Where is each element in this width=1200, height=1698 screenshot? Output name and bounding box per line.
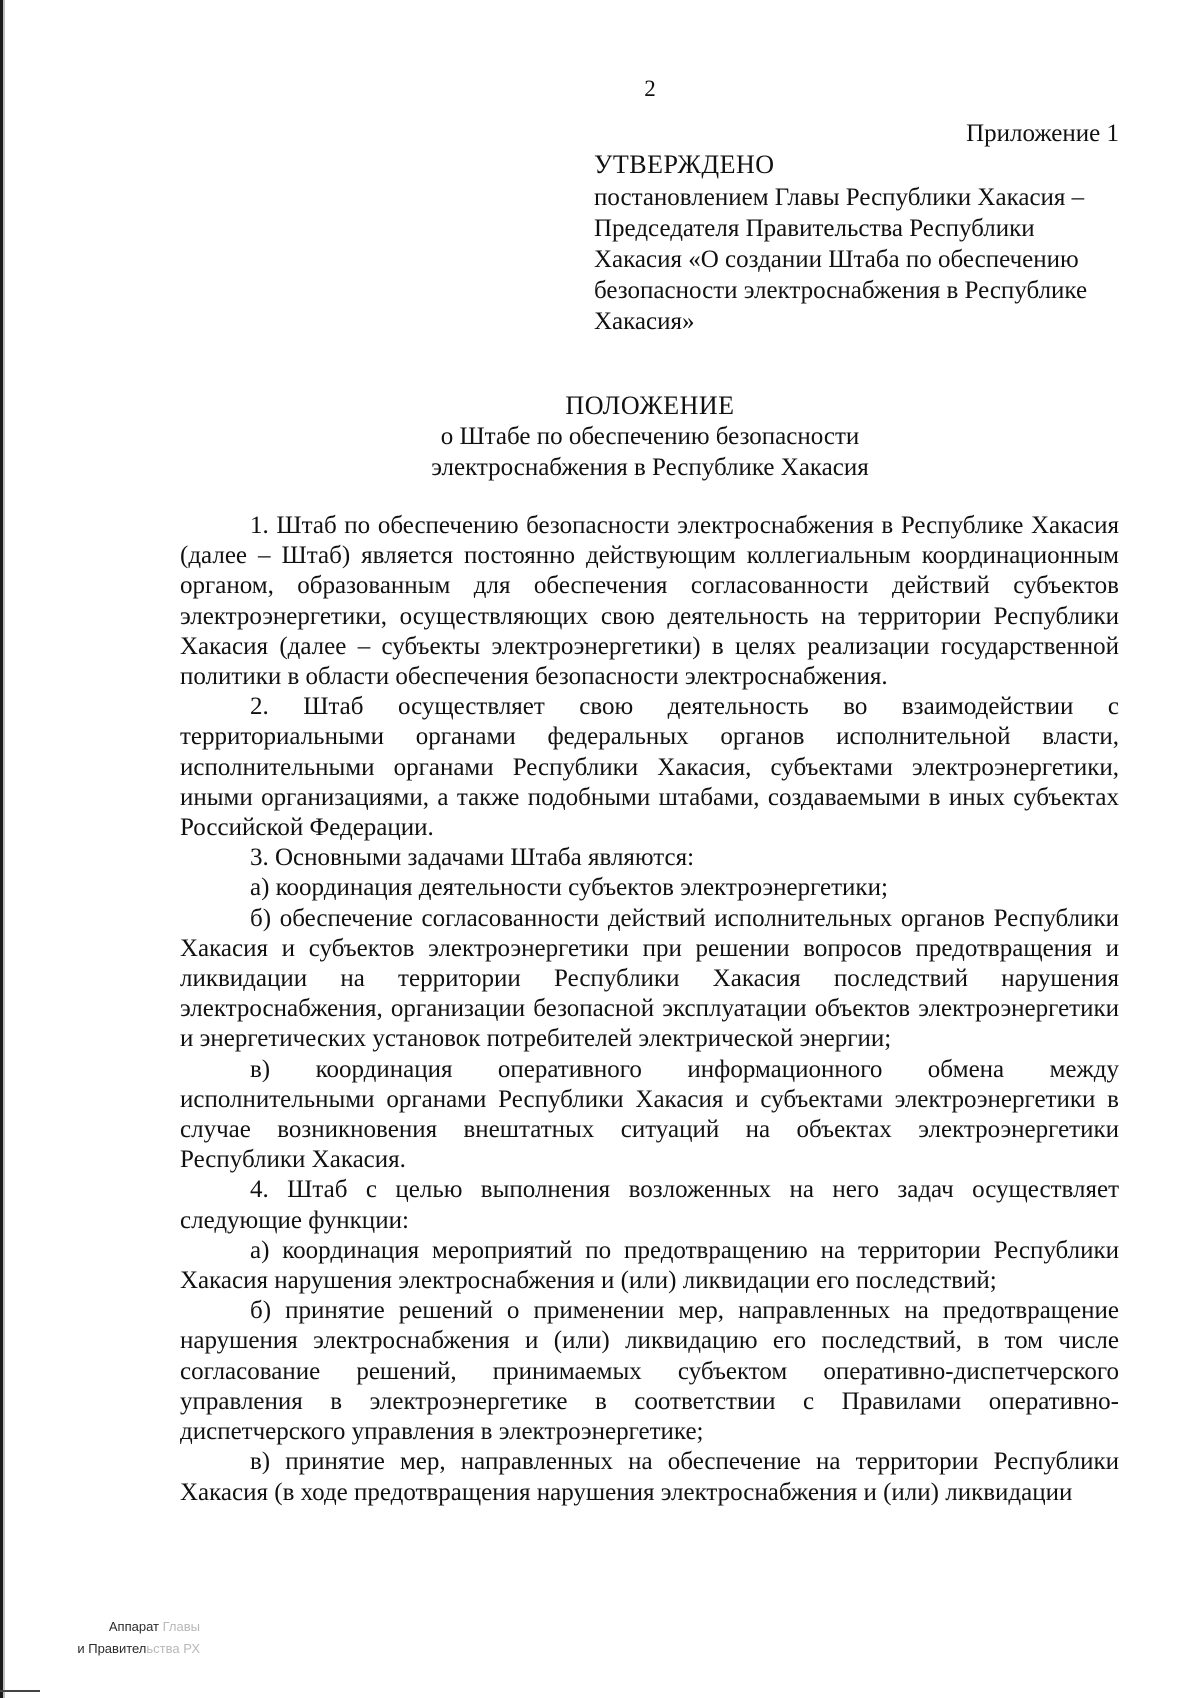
paragraph: б) обеспечение согласованности действий исполнительных органов Республики Хакасия и субъектов электроэнергетики при решении вопросов предотвращения и ликвидации на территории Республики Хакасия последствий нарушения электроснабжения, организации безопасной эксплуатации объектов электроэнергетики и энергетических установок потребителей электрической энергии; [180,904,1119,1053]
page-number: 2 [644,76,656,101]
document-subtitle-line: электроснабжения в Республике Хакасия [431,454,869,481]
approval-heading: УТВЕРЖДЕНО [594,150,775,179]
paragraph: б) принятие решений о применении мер, направленных на предотвращение нарушения электроснабжения и (или) ликвидацию его последствий, в том числе согласование решений, принимаемых субъектом оперативно-диспетчерского управления в электроэнергетике в соответствии с Правилами оперативно-диспетчерского управления в электроэнергетике; [180,1297,1119,1446]
stamp-text: и Правител [77,1641,147,1656]
approval-line: Хакасия «О создании Штаба по обеспечению [594,246,1079,273]
approval-line: безопасности электроснабжения в Республике [594,277,1088,304]
stamp-text: Аппарат [108,1619,159,1634]
paragraph: 2. Штаб осуществляет свою деятельность во взаимодействии с территориальными органами федеральных органов исполнительной власти, исполнительными органами Республики Хакасия, субъектами электроэнергетики, иными организациями, а также подобными штабами, создаваемыми в иных субъектах Российской Федерации. [180,693,1119,842]
scan-bottom-mark [0,1690,40,1692]
paragraph: 4. Штаб с целью выполнения возложенных на него задач осуществляет следующие функции: [180,1176,1119,1234]
paragraph: а) координация мероприятий по предотвращению на территории Республики Хакасия нарушения электроснабжения и (или) ликвидации его последствий; [180,1236,1119,1295]
scan-left-edge-shadow [3,0,5,1698]
approval-line: постановлением Главы Республики Хакасия – [594,184,1085,211]
stamp-text-faded: ьства РХ [146,1641,200,1656]
approval-block [594,148,1119,337]
document-title: ПОЛОЖЕНИЕ [565,391,735,420]
document-body [180,511,1119,1508]
paragraph: в) принятие мер, направленных на обеспечение на территории Республики Хакасия (в ходе предотвращения нарушения электроснабжения и (или) ликвидации [180,1448,1119,1506]
stamp-line [40,1638,200,1660]
document-title-block [180,390,1120,483]
annex-label: Приложение 1 [966,120,1119,147]
approval-line: Председателя Правительства Республики [594,215,1035,242]
paragraph: 1. Штаб по обеспечению безопасности электроснабжения в Республике Хакасия (далее – Штаб) является постоянно действующим коллегиальным координационным органом, образованным для обеспечения согласованности действий субъектов электроэнергетики, осуществляющих свою деятельность на территории Республики Хакасия (далее – субъекты электроэнергетики) в целях реализации государственной политики в области обеспечения безопасности электроснабжения. [180,512,1119,691]
stamp-text-faded: Главы [162,1619,200,1634]
paragraph: в) координация оперативного информационного обмена между исполнительными органами Республики Хакасия и субъектами электроэнергетики в случае возникновения внештатных ситуаций на объектах электроэнергетики Республики Хакасия. [180,1055,1119,1174]
document-subtitle-line: о Штабе по обеспечению безопасности [440,423,860,450]
paragraph: а) координация деятельности субъектов электроэнергетики; [250,874,888,902]
paragraph: 3. Основными задачами Штаба являются: [250,844,695,872]
office-stamp [40,1616,200,1660]
stamp-line [40,1616,200,1638]
approval-line: Хакасия» [594,308,695,335]
